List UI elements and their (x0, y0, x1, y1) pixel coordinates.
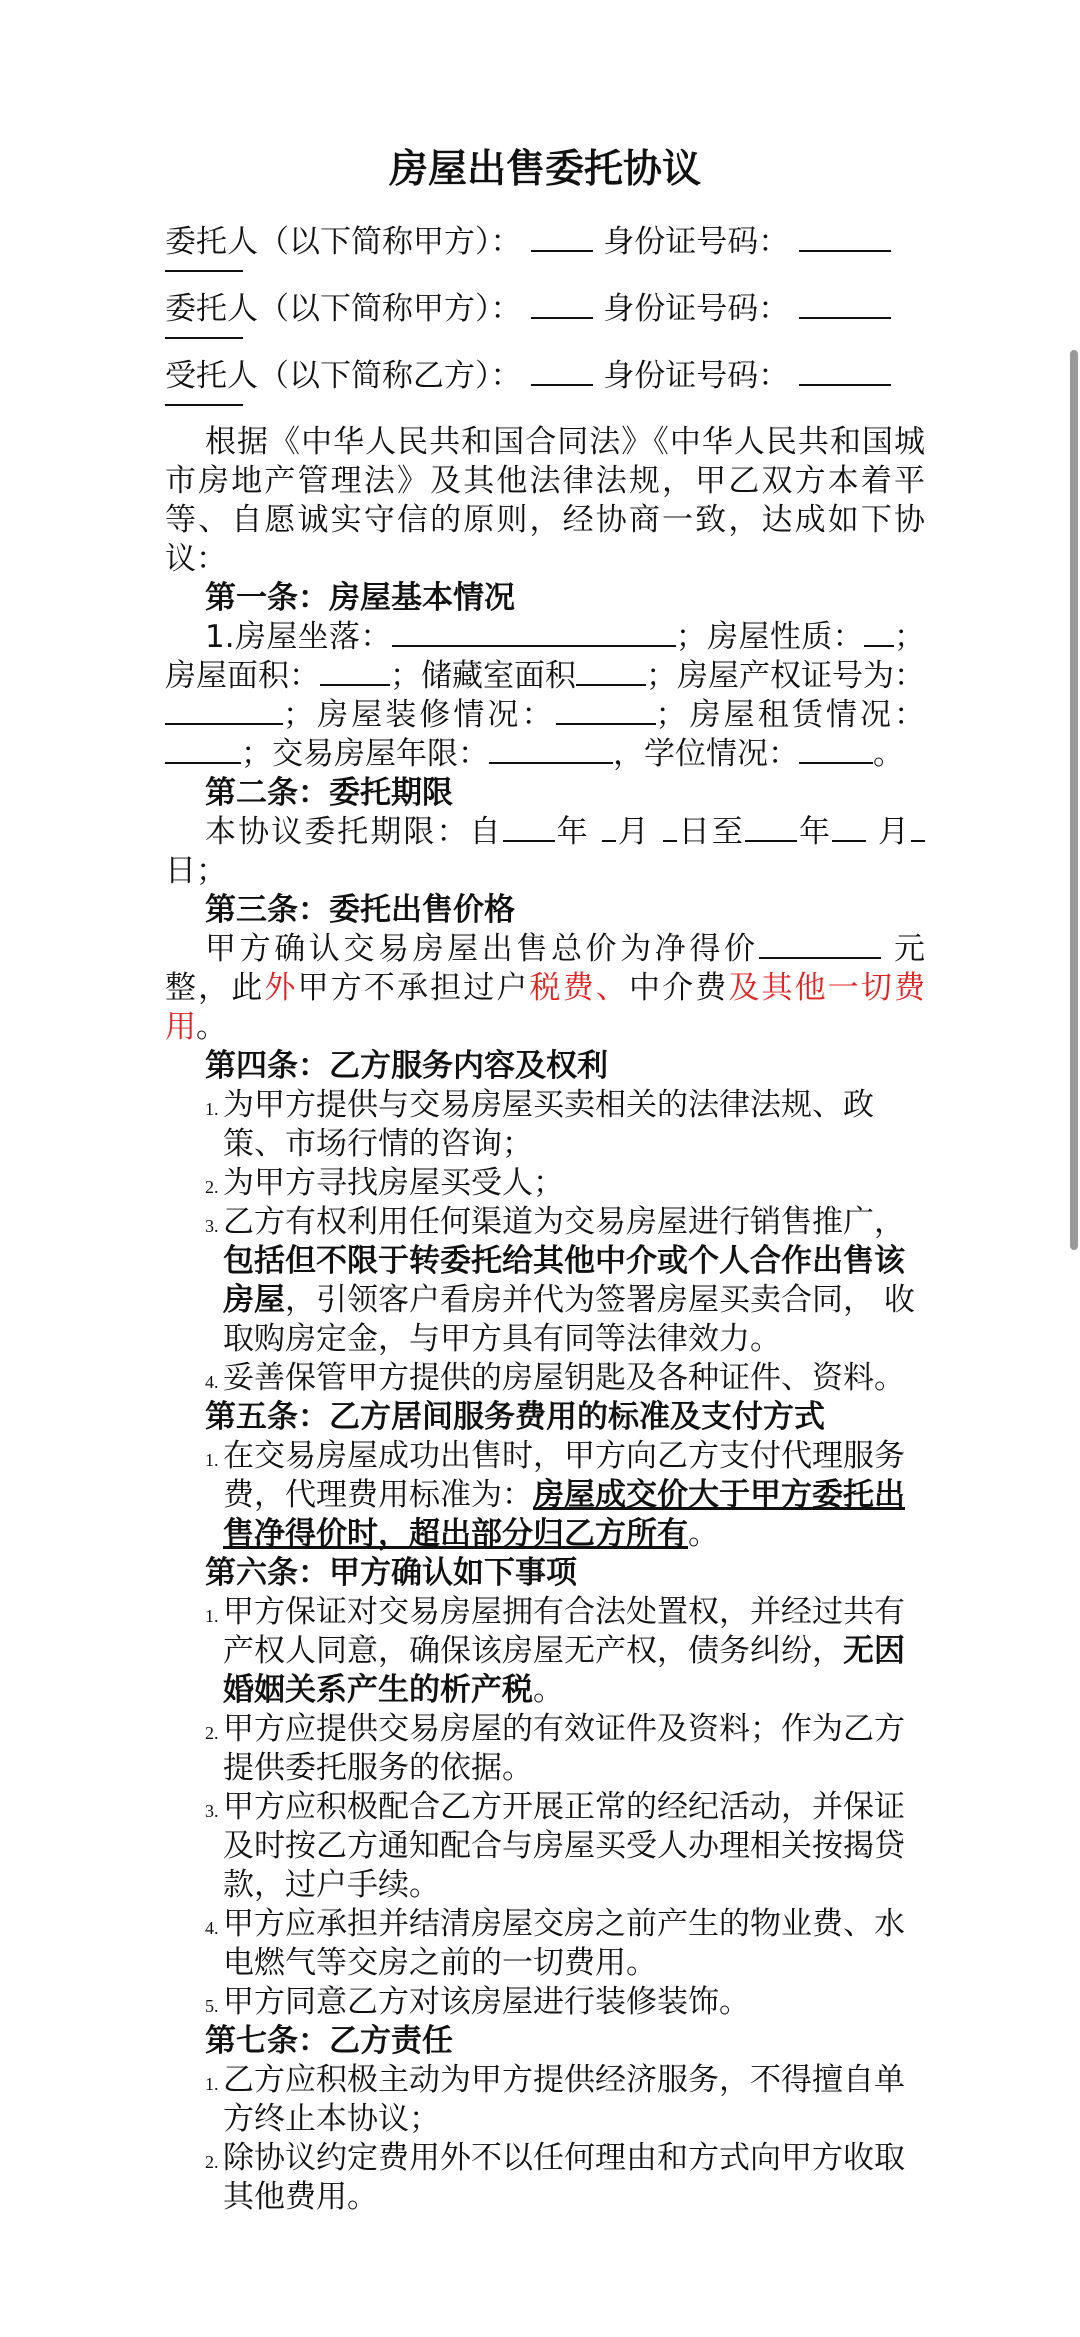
id-blank-continued (165, 404, 243, 406)
list-item (165, 2139, 925, 2217)
text: 。 (533, 1672, 564, 1708)
list-number: 4. (205, 1372, 219, 1392)
list-text (223, 1203, 925, 1359)
text: 。 (196, 1009, 227, 1045)
list-text (223, 1593, 925, 1710)
list-number: 1. (205, 1450, 219, 1470)
text: ；房屋装修情况： (283, 697, 556, 733)
party-label: 受托人（以下简称乙方）： (165, 358, 522, 394)
text: 本协议委托期限：自 (205, 814, 503, 850)
list-item (165, 1437, 925, 1554)
id-blank-continued (165, 337, 243, 339)
id-blank (799, 222, 891, 252)
article-3-heading: 第三条：委托出售价格 (205, 892, 515, 928)
id-blank (799, 289, 891, 319)
list-item (165, 1983, 925, 2022)
text: 在交易房屋成功出售时，甲方向乙方支付代理服务费，代理费用标准为： (223, 1438, 905, 1513)
blank (320, 658, 390, 686)
text: 。 (873, 736, 904, 772)
list-number: 5. (205, 1996, 219, 2016)
list-text: 甲方同意乙方对该房屋进行装修装饰。 (223, 1984, 750, 2020)
text: 甲方确认交易房屋出售总价为净得价 (205, 931, 759, 967)
list-number: 1. (205, 2074, 219, 2094)
list-number: 2. (205, 2152, 219, 2172)
list-text: 甲方应积极配合乙方开展正常的经纪活动，并保证及时按乙方通知配合与房屋买受人办理相关按揭贷款，过户手续。 (223, 1789, 905, 1903)
text: 年 (554, 814, 590, 850)
list-item (165, 1905, 925, 1983)
document-title: 房屋出售委托协议 (388, 147, 701, 192)
id-blank (799, 356, 891, 386)
party-label: 委托人（以下简称甲方）： (165, 291, 522, 327)
text: 月 (615, 814, 651, 850)
party-line-1 (165, 222, 925, 272)
highlight-text: 税费、 (529, 970, 629, 1006)
text: ；房屋面积： (165, 619, 926, 694)
text: 日； (165, 853, 227, 889)
highlight-text: 及其他一切费用 (165, 970, 926, 1045)
list-number: 1. (205, 1099, 219, 1119)
list-number: 4. (205, 1918, 219, 1938)
list-item (165, 1593, 925, 1710)
id-blank-continued (165, 270, 243, 272)
blank (663, 814, 677, 842)
text: 。 (688, 1516, 719, 1552)
text: ；储藏室面积 (390, 658, 576, 694)
name-blank (531, 289, 593, 319)
article-2-body (165, 813, 925, 891)
list-number: 3. (205, 1216, 219, 1236)
list-text: 为甲方提供与交易房屋买卖相关的法律法规、政策、市场行情的咨询； (223, 1087, 874, 1162)
text: 1.房屋坐落： (205, 619, 392, 655)
list-text: 乙方应积极主动为甲方提供经济服务，不得擅自单方终止本协议； (223, 2062, 905, 2137)
vertical-scrollbar[interactable] (1070, 350, 1078, 1250)
bold-text: 包括但不限于转委托给其他中介或个人合作出售该房屋 (223, 1243, 905, 1318)
list-item (165, 1710, 925, 1788)
text: ；交易房屋年限： (241, 736, 489, 772)
intro-paragraph: 根据《中华人民共和国合同法》《中华人民共和国城市房地产管理法》及其他法律法规，甲乙双方本着平等、自愿诚实守信的原则，经协商一致，达成如下协议： (165, 424, 925, 577)
list-number: 3. (205, 1801, 219, 1821)
list-number: 1. (205, 1606, 219, 1626)
list-number: 2. (205, 1723, 219, 1743)
id-label: 身份证号码： (603, 224, 790, 260)
party-label: 委托人（以下简称甲方）： (165, 224, 522, 260)
article-5-heading: 第五条：乙方居间服务费用的标准及支付方式 (205, 1399, 825, 1435)
list-item (165, 1164, 925, 1203)
bold-text: 无因婚姻关系产生的析产税 (223, 1633, 905, 1708)
text: 日至 (676, 814, 745, 850)
article-7-list (165, 2061, 925, 2217)
list-item (165, 1359, 925, 1398)
text: ；房屋产权证号为： (646, 658, 925, 694)
price-blank (759, 931, 881, 959)
text: 乙方有权利用任何渠道为交易房屋进行销售推广， (223, 1204, 905, 1240)
list-item (165, 1086, 925, 1164)
blank (799, 736, 873, 764)
blank (556, 697, 656, 725)
blank (911, 814, 925, 842)
id-label: 身份证号码： (603, 291, 790, 327)
party-line-3 (165, 356, 925, 406)
list-text: 除协议约定费用外不以任何理由和方式向甲方收取其他费用。 (223, 2140, 905, 2215)
article-1-heading: 第一条：房屋基本情况 (205, 580, 515, 616)
blank (602, 814, 616, 842)
agreement-document (165, 140, 925, 2217)
underlined-bold-text: 房屋成交价大于甲方委托出售净得价时，超出部分归乙方所有 (223, 1477, 905, 1552)
article-6-list (165, 1593, 925, 2022)
highlight-text: 外 (264, 970, 298, 1006)
text: ；房屋性质： (675, 619, 865, 655)
article-3-body (165, 930, 925, 1047)
text: 甲方保证对交易房屋拥有合法处置权，并经过共有产权人同意，确保该房屋无产权，债务纠纷， (223, 1594, 905, 1669)
article-7-heading: 第七条：乙方责任 (205, 2023, 453, 2059)
blank (832, 814, 866, 842)
text: 年 (796, 814, 833, 850)
blank (489, 736, 613, 764)
article-6-heading: 第六条：甲方确认如下事项 (205, 1555, 577, 1591)
list-number: 2. (205, 1177, 219, 1197)
name-blank (531, 222, 593, 252)
list-text: 为甲方寻找房屋买受人； (223, 1165, 564, 1201)
blank (503, 814, 555, 842)
list-item (165, 1203, 925, 1359)
blank (864, 619, 894, 647)
text: 中介费 (628, 970, 729, 1006)
id-label: 身份证号码： (603, 358, 790, 394)
text: ，学位情况： (613, 736, 799, 772)
text: 元整，此 (165, 931, 925, 1006)
blank (745, 814, 797, 842)
text: ，引领客户看房并代为签署房屋买卖合同， 收取购房定金，与甲方具有同等法律效力。 (223, 1282, 915, 1357)
blank (392, 619, 676, 647)
text: 甲方不承担过户 (297, 970, 530, 1006)
article-4-heading: 第四条：乙方服务内容及权利 (205, 1048, 608, 1084)
list-text: 甲方应提供交易房屋的有效证件及资料；作为乙方提供委托服务的依据。 (223, 1711, 905, 1786)
text: 月 (877, 814, 912, 850)
text: ；房屋租赁情况： (655, 697, 926, 733)
blank (576, 658, 646, 686)
article-4-list (165, 1086, 925, 1398)
article-2-heading: 第二条：委托期限 (205, 775, 453, 811)
article-5-list (165, 1437, 925, 1554)
party-line-2 (165, 289, 925, 339)
list-text (223, 1437, 925, 1554)
blank (165, 736, 241, 764)
list-item (165, 1788, 925, 1905)
list-text: 甲方应承担并结清房屋交房之前产生的物业费、水电燃气等交房之前的一切费用。 (223, 1906, 905, 1981)
list-item (165, 2061, 925, 2139)
name-blank (531, 356, 593, 386)
blank (165, 697, 283, 725)
list-text: 妥善保管甲方提供的房屋钥匙及各种证件、资料。 (223, 1360, 905, 1396)
article-1-body (165, 618, 925, 774)
